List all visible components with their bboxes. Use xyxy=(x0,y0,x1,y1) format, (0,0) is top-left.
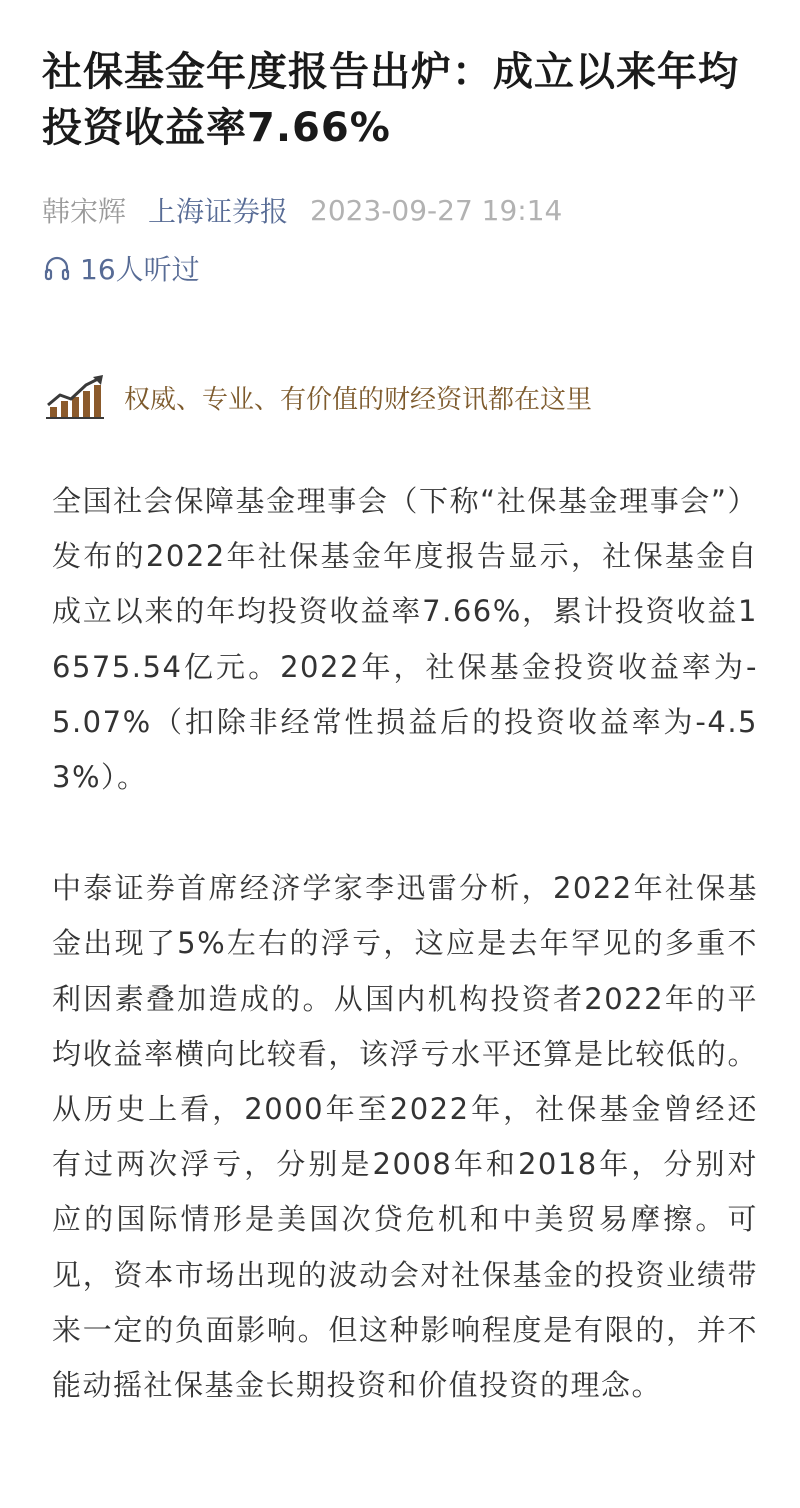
listen-button[interactable] xyxy=(42,248,758,288)
publish-date: 2023-09-27 19:14 xyxy=(310,193,563,227)
listen-count: 16人听过 xyxy=(80,253,200,286)
article-title: 社保基金年度报告出炉：成立以来年均投资收益率7.66% xyxy=(42,49,739,151)
article-body xyxy=(42,474,758,1413)
paragraph-1: 全国社会保障基金理事会（下称“社保基金理事会”）发布的2022年社保基金年度报告显示，社保基金自成立以来的年均投资收益率7.66%，累计投资收益16575.54亿元。2022年，社保基金投资收益率为-5.07%（扣除非经常性损益后的投资收益率为-4.53%）。 xyxy=(52,484,758,795)
trend-chart-icon xyxy=(46,373,106,421)
headphone-icon xyxy=(42,253,72,283)
paragraph-2: 中泰证券首席经济学家李迅雷分析，2022年社保基金出现了5%左右的浮亏，这应是去年罕见的多重不利因素叠加造成的。从国内机构投资者2022年的平均收益率横向比较看，该浮亏水平还算是比较低的。从历史上看，2000年至2022年，社保基金曾经还有过两次浮亏，分别是2008年和2018年，分别对应的国际情形是美国次贷危机和中美贸易摩擦。可见，资本市场出现的波动会对社保基金的投资业绩带来一定的负面影响。但这种影响程度是有限的，并不能动摇社保基金长期投资和价值投资的理念。 xyxy=(52,871,758,1403)
article-meta xyxy=(42,190,758,230)
source-link[interactable]: 上海证券报 xyxy=(148,195,289,228)
slogan xyxy=(46,372,758,422)
author-name: 韩宋辉 xyxy=(42,195,127,228)
slogan-text: 权威、专业、有价值的财经资讯都在这里 xyxy=(124,384,593,415)
